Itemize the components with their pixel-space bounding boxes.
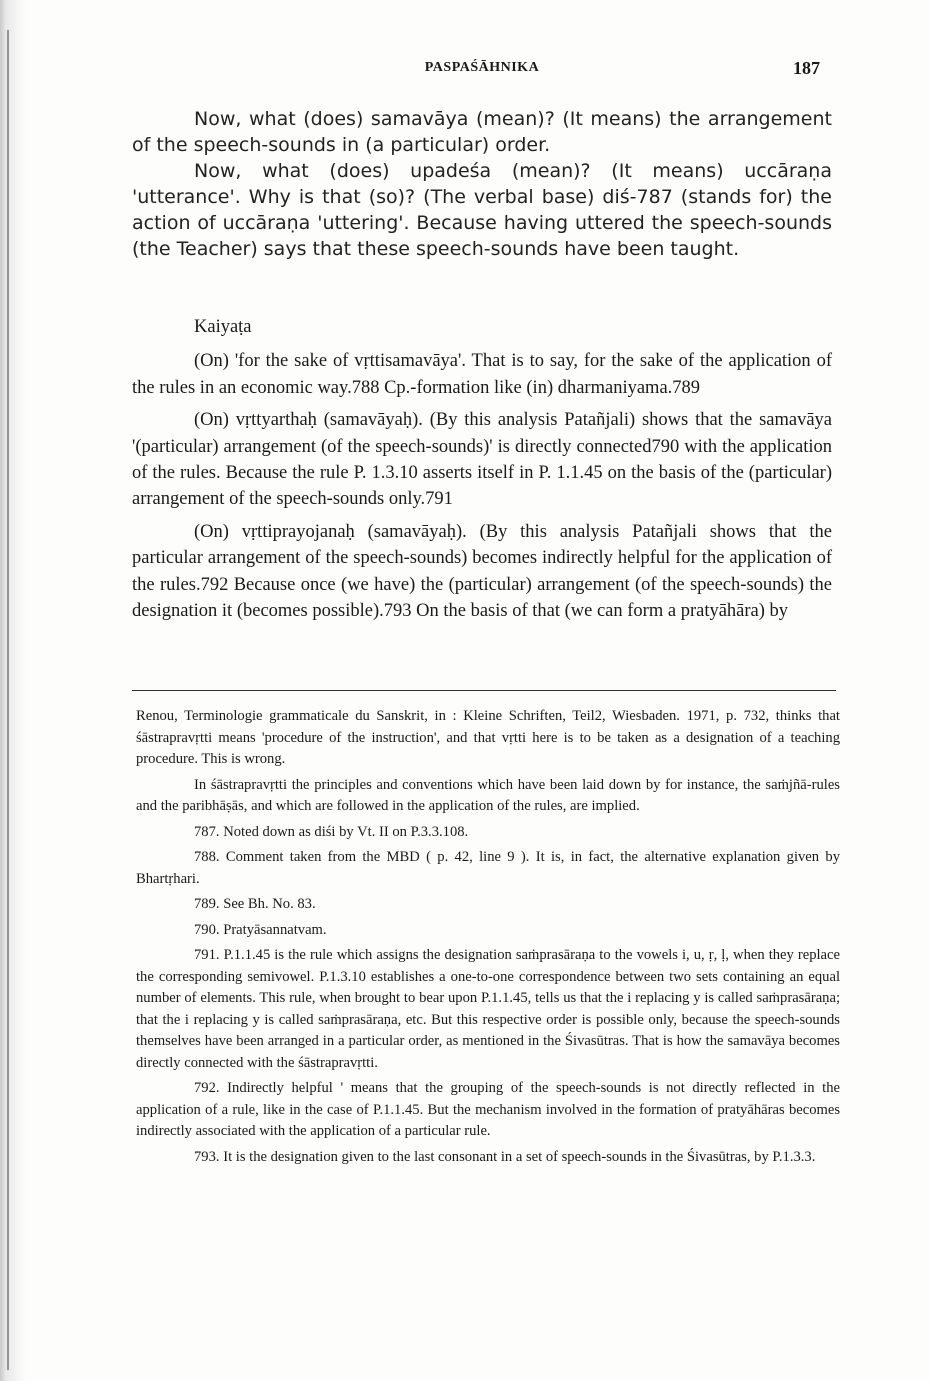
footnote-790 — [136, 920, 840, 942]
footnote-number: 788. — [194, 849, 220, 865]
footnote-text: It is the designation given to the last consonant in a set of speech-sounds in the Śivasūtras, by P.1.3.3. — [223, 1148, 816, 1165]
commentary-block — [132, 314, 832, 624]
footnote-number: 790. — [194, 921, 220, 938]
footnote-text: Indirectly helpful ' means that the grouping of the speech-sounds is not directly reflected in the application of a rule, like in the case of P.1.1.45. But the mechanism involved in the formation of pratyāhāras becomes indirectly associated with the application of a particular rule. — [136, 1080, 840, 1139]
footnote-continuation-1: Renou, Terminologie grammaticale du Sanskrit, in : Kleine Schriften, Teil2, Wiesbaden. 1971, p. 732, thinks that śāstrapravṛtti means 'procedure of the instruction', and that vṛtti here is to be taken as a designation of a teaching procedure. This is wrong. — [136, 708, 840, 767]
footnote-continuation-2: In śāstrapravṛtti the principles and conventions which have been laid down by for instance, the saṁjñā-rules and the paribhāṣās, and which are followed in the application of the rules, are implied. — [136, 776, 840, 814]
footnote-793 — [136, 1147, 840, 1169]
footnote-number: 793. — [194, 1148, 220, 1165]
page-header — [132, 58, 832, 82]
translation-block — [132, 106, 832, 262]
footnote-text: Pratyāsannatvam. — [223, 921, 327, 938]
page-number: 187 — [793, 58, 820, 78]
footnote-788 — [136, 847, 840, 890]
running-head: PASPAŚĀHNIKA — [424, 60, 540, 75]
footnote-number: 787. — [194, 823, 220, 840]
footnote-791 — [136, 945, 840, 1074]
commentary-paragraph-3: (On) vṛttiprayojanaḥ (samavāyaḥ). (By this analysis Patañjali shows that the particular arrangement of the speech-sounds) becomes indirectly helpful for the application of the rules.792 Because once (we have) the (particular) arrangement (of the speech-sounds) the designation it (becomes possible).793 On the basis of that (we can form a pratyāhāra) by — [132, 521, 832, 622]
commentary-heading: Kaiyaṭa — [194, 317, 252, 337]
commentary-paragraph-1: (On) 'for the sake of vṛttisamavāya'. That is to say, for the sake of the application of the rules in an economic way.788 Cp.-formation like (in) dharmaniyama.789 — [132, 351, 832, 398]
footnote-number: 789. — [194, 896, 220, 912]
binding-shadow-line — [7, 30, 9, 1370]
commentary-paragraph-2: (On) vṛttyarthaḥ (samavāyaḥ). (By this analysis Patañjali) shows that the samavāya '(particular) arrangement (of the speech-sounds)' is directly connected790 with the application of the rules. Because the rule P. 1.3.10 asserts itself in P. 1.1.45 on the basis of the (particular) arrangement of the speech-sounds only.791 — [132, 410, 832, 510]
footnotes-block — [136, 706, 840, 1172]
translation-paragraph-2: Now, what (does) upadeśa (mean)? (It means) uccāraṇa 'utterance'. Why is that (so)? (The verbal base) diś-787 (stands for) the action of uccāraṇa 'uttering'. Because having uttered the speech-sounds (the Teacher) says that these speech-sounds have been taught. — [132, 160, 832, 260]
footnote-number: 791. — [194, 947, 220, 963]
footnote-792 — [136, 1078, 840, 1143]
footnote-787 — [136, 822, 840, 844]
footnote-text: Comment taken from the MBD ( p. 42, line 9 ). It is, in fact, the alternative explanation given by Bhartṛhari. — [136, 849, 840, 887]
footnote-separator — [132, 690, 836, 691]
footnote-text: P.1.1.45 is the rule which assigns the designation saṁprasāraṇa to the vowels i, u, ṛ, ḷ, when they replace the corresponding semivowel. P.1.3.10 establishes a one-to-one correspondence between two sets containing an equal number of elements. This rule, when brought to bear upon P.1.1.45, tells us that the i replacing y is called saṁprasāraṇa; that the i replacing y is called saṁprasāraṇa, etc. But this respective order is possible only, because the speech-sounds themselves have been arranged in a particular order, as mentioned in the Śivasūtras. That is how the samavāya becomes directly connected with the śāstrapravṛtti. — [136, 947, 840, 1071]
translation-paragraph-1: Now, what (does) samavāya (mean)? (It means) the arrangement of the speech-sounds in (a particular) order. — [132, 108, 832, 156]
footnote-number: 792. — [194, 1080, 220, 1096]
footnote-text: See Bh. No. 83. — [223, 896, 316, 912]
footnote-789 — [136, 894, 840, 916]
footnote-text: Noted down as diśi by Vt. II on P.3.3.108. — [223, 823, 469, 840]
book-binding-edge — [0, 0, 26, 1381]
